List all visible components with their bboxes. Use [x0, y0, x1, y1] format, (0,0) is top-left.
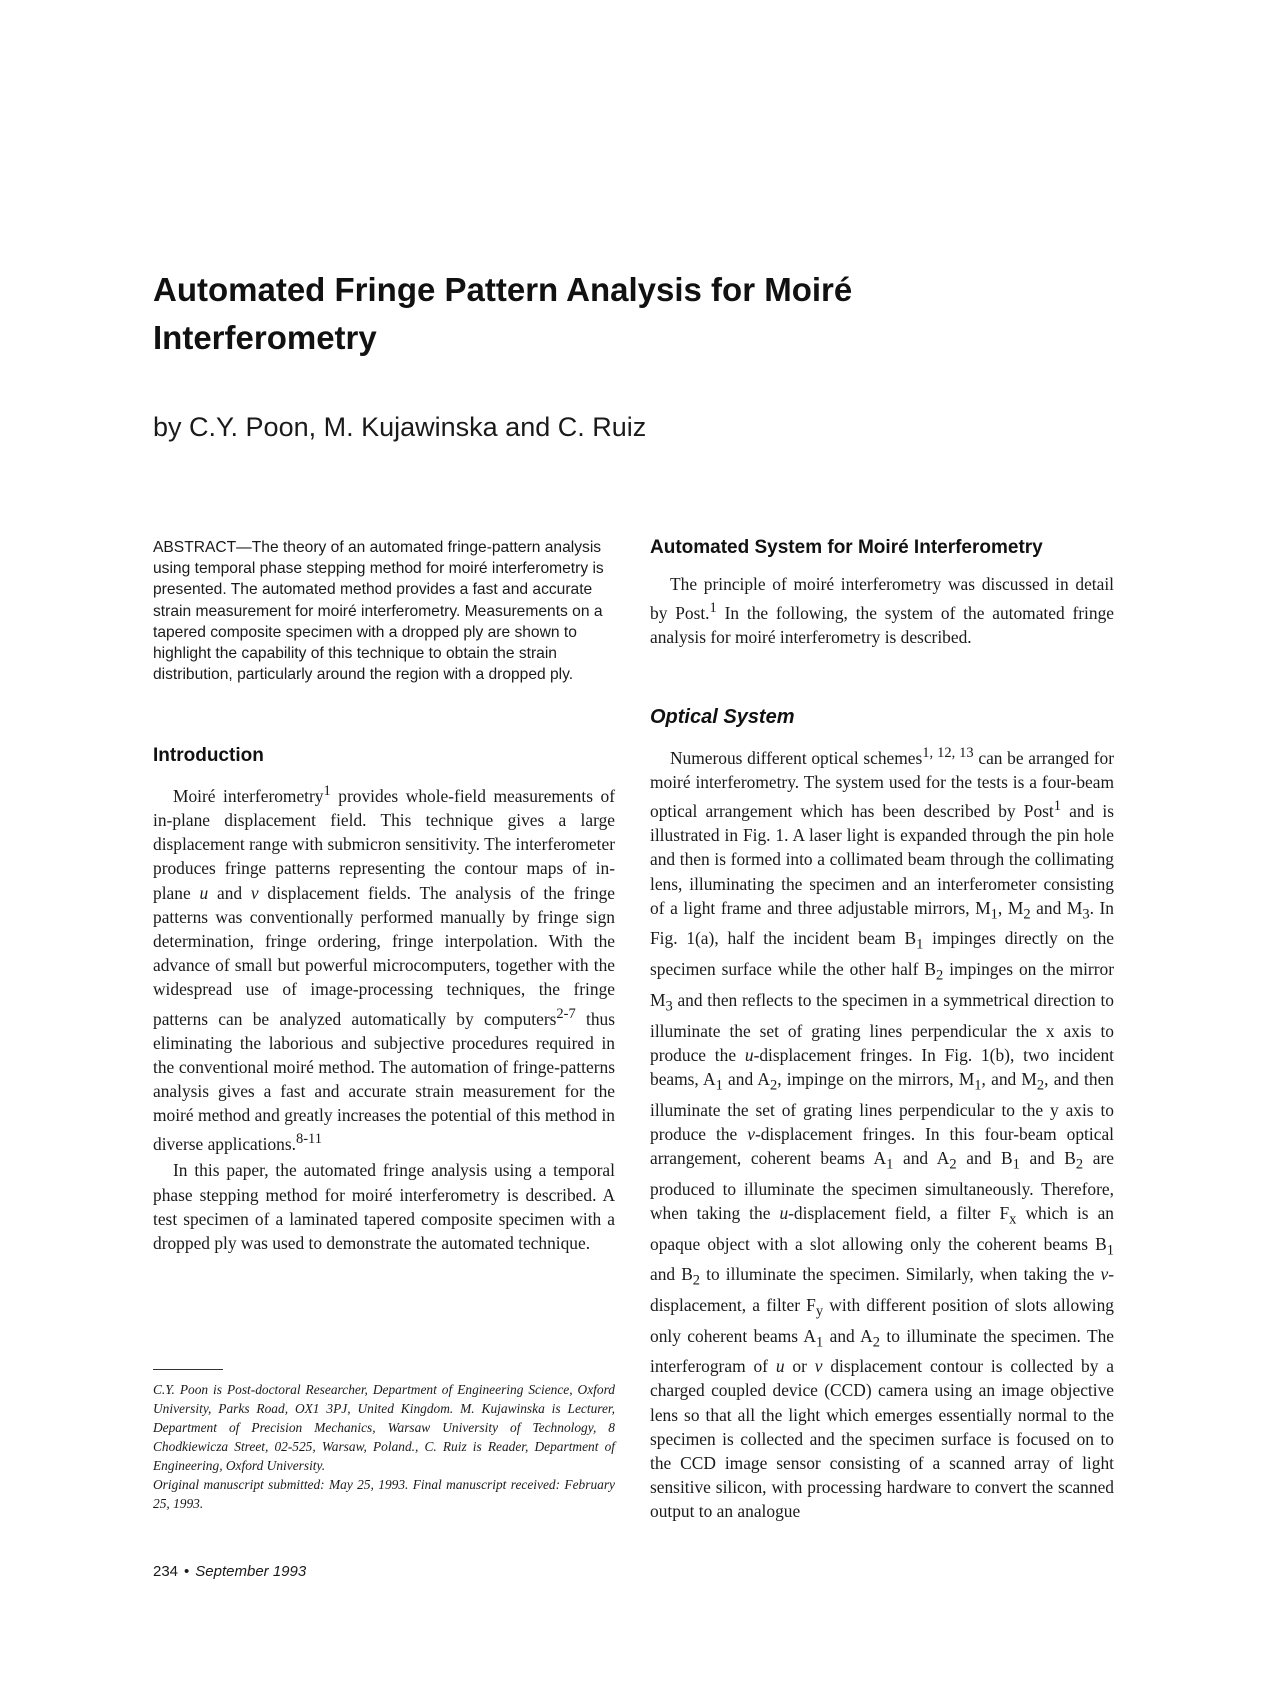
automated-system-body	[650, 572, 1114, 649]
introduction-body	[153, 779, 615, 1255]
footnote-affiliations: C.Y. Poon is Post-doctoral Researcher, Department of Engineering Science, Oxford University, Parks Road, OX1 3PJ, United Kingdom. M. Kujawinska is Lecturer, Department of Precision Mechanics, Warsaw University of Technology, 8 Chodkiewicza Street, 02-525, Warsaw, Poland., C. Ruiz is Reader, Department of Engineering, Oxford University.	[153, 1382, 615, 1473]
introduction-paragraph-2: In this paper, the automated fringe analysis using a temporal phase stepping method for moiré interferometry is described. A test specimen of a laminated tapered composite specimen with a dropped ply was used to demonstrate the automated technique.	[153, 1160, 615, 1254]
citation-ref: 1	[1053, 798, 1061, 815]
author-footnote	[153, 1380, 615, 1513]
page-number: 234	[153, 1563, 179, 1580]
issue-date: September 1993	[195, 1563, 307, 1580]
author-line: by C.Y. Poon, M. Kujawinska and C. Ruiz	[153, 412, 647, 442]
introduction-paragraph-1: Moiré interferometry$^1$ provides whole-field measurements of in-plane displacement field. This technique gives a large displacement range with submicron sensitivity. The interferometer produces fringe patterns representing the contour maps of in-plane u and v displacement fields. The analysis of the fringe patterns was conventionally performed manually by fringe sign determination, fringe ordering, fringe interpolation. With the advance of small but powerful microcomputers, together with the widespread use of image-processing techniques, the fringe patterns can be analyzed automatically by computers$^{2-7}$ thus eliminating the laborious and subjective procedures required in the conventional moiré method. The automation of fringe-patterns analysis gives a fast and accurate strain measurement for the moiré method and greatly increases the potential of this method in diverse applications.$^{8-11}$	[153, 783, 616, 1155]
footnote-divider	[153, 1369, 223, 1370]
citation-ref: 8-11	[295, 1131, 322, 1148]
optical-system-heading: Optical System	[650, 706, 795, 728]
citation-ref: 1, 12, 13	[922, 745, 974, 761]
citation-ref: 1	[709, 600, 717, 617]
citation-ref: 1	[323, 783, 331, 799]
article-title: Automated Fringe Pattern Analysis for Moiré Interferometry	[153, 271, 853, 356]
footnote-manuscript-dates: Original manuscript submitted: May 25, 1993. Final manuscript received: February 25, 1993.	[153, 1477, 615, 1511]
footer-bullet: •	[184, 1563, 190, 1580]
automated-system-paragraph: The principle of moiré interferometry was discussed in detail by Post.$^1$ In the following, the system of the automated fringe analysis for moiré interferometry is described.	[650, 574, 1114, 648]
optical-system-body	[650, 741, 1114, 1524]
automated-system-heading: Automated System for Moiré Interferometry	[650, 537, 1043, 558]
page-footer	[153, 1563, 306, 1580]
introduction-heading: Introduction	[153, 745, 264, 766]
optical-system-paragraph: Numerous different optical schemes$^{1, 12, 13}$ can be arranged for moiré interferometry. The system used for the tests is a four-beam optical arrangement which has been described by Post$^1$ and is illustrated in Fig. 1. A laser light is expanded through the pin hole and then is formed into a collimated beam through the collimating lens, illuminating the specimen and an interferometer consisting of a light frame and three adjustable mirrors, $M_1$, $M_2$ and $M_3$. In Fig. 1(a), half the incident beam $B_1$ impinges directly on the specimen surface while the other half $B_2$ impinges on the mirror $M_3$ and then reflects to the specimen in a symmetrical direction to illuminate the set of grating lines perpendicular the x axis to produce the u-displacement fringes. In Fig. 1(b), two incident beams, $A_1$ and $A_2$, impinge on the mirrors, $M_1$, and $M_2$, and then illuminate the set of grating lines perpendicular to the y axis to produce the v-displacement fringes. In this four-beam optical arrangement, coherent beams $A_1$ and $A_2$ and $B_1$ and $B_2$ are produced to illuminate the specimen simultaneously. Therefore, when taking the u-displacement field, a filter $F_x$ which is an opaque object with a slot allowing only the coherent beams $B_1$ and $B_2$ to illuminate the specimen. Similarly, when taking the v-displacement, a filter $F_y$ with different position of slots allowing only coherent beams $A_1$ and $A_2$ to illuminate the specimen. The interferogram of u or v displacement contour is collected by a charged coupled device (CCD) camera using an image objective lens so that all the light which emerges essentially normal to the specimen is collected and the specimen surface is focused on to the CCD image sensor consisting of a scanned array of light sensitive silicon, with processing hardware to convert the scanned output to an analogue	[650, 745, 1115, 1522]
abstract: ABSTRACT—The theory of an automated fringe-pattern analysis using temporal phase stepping method for moiré interferometry is presented. The automated method provides a fast and accurate strain measurement for moiré interferometry. Measurements on a tapered composite specimen with a dropped ply are shown to highlight the capability of this technique to obtain the strain distribution, particularly around the region with a dropped ply.	[153, 539, 604, 684]
citation-ref: 2-7	[556, 1005, 576, 1022]
